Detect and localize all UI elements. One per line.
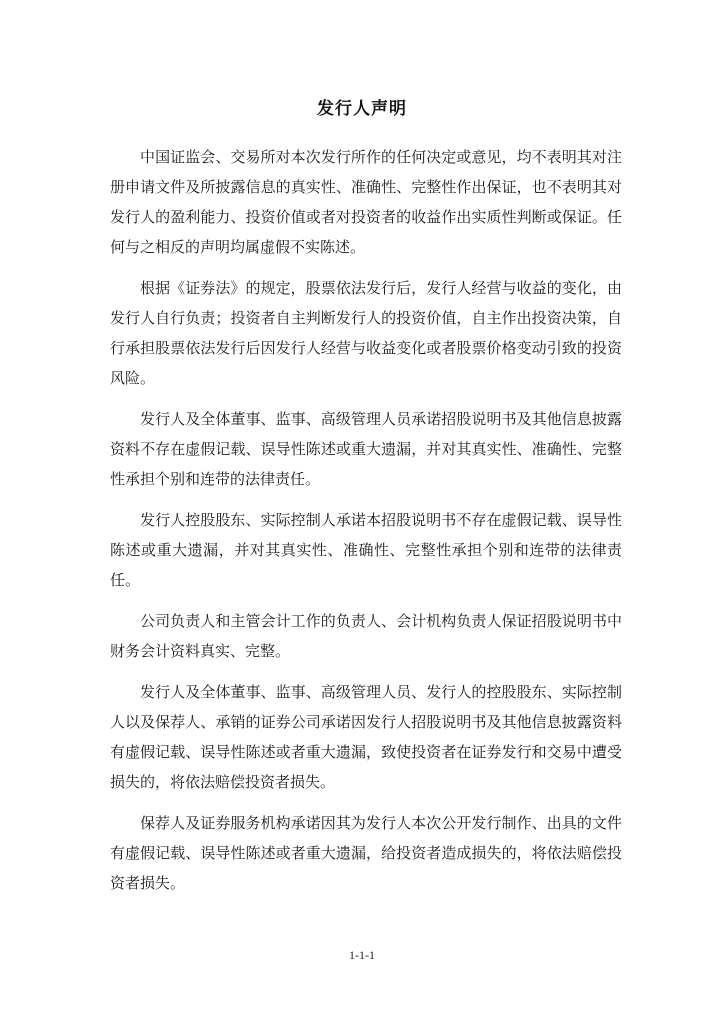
- paragraph-7: 保荐人及证券服务机构承诺因其为发行人本次公开发行制作、出具的文件有虚假记载、误导性陈述或者重大遗漏，给投资者造成损失的，将依法赔偿投资者损失。: [110, 814, 622, 892]
- paragraph-6: 发行人及全体董事、监事、高级管理人员、发行人的控股股东、实际控制人以及保荐人、承销的证券公司承诺因发行人招股说明书及其他信息披露资料有虚假记载、误导性陈述或者重大遗漏，致使投资者在证券发行和交易中遭受损失的，将依法赔偿投资者损失。: [110, 683, 622, 791]
- paragraph-2: 根据《证券法》的规定，股票依法发行后，发行人经营与收益的变化，由发行人自行负责；投资者自主判断发行人的投资价值，自主作出投资决策，自行承担股票依法发行后因发行人经营与收益变化或者股票价格变动引致的投资风险。: [110, 279, 622, 387]
- document-body: [110, 142, 622, 909]
- paragraph-3: 发行人及全体董事、监事、高级管理人员承诺招股说明书及其他信息披露资料不存在虚假记载、误导性陈述或重大遗漏，并对其真实性、准确性、完整性承担个别和连带的法律责任。: [110, 410, 622, 488]
- page-title: 发行人声明: [317, 99, 407, 119]
- paragraph-1: 中国证监会、交易所对本次发行所作的任何决定或意见，均不表明其对注册申请文件及所披露信息的真实性、准确性、完整性作出保证，也不表明其对发行人的盈利能力、投资价值或者对投资者的收益作出实质性判断或保证。任何与之相反的声明均属虚假不实陈述。: [110, 148, 622, 256]
- paragraph-4: 发行人控股股东、实际控制人承诺本招股说明书不存在虚假记载、误导性陈述或重大遗漏，并对其真实性、准确性、完整性承担个别和连带的法律责任。: [110, 511, 622, 589]
- page-number: 1-1-1: [349, 948, 375, 962]
- paragraph-5: 公司负责人和主管会计工作的负责人、会计机构负责人保证招股说明书中财务会计资料真实、完整。: [110, 612, 622, 660]
